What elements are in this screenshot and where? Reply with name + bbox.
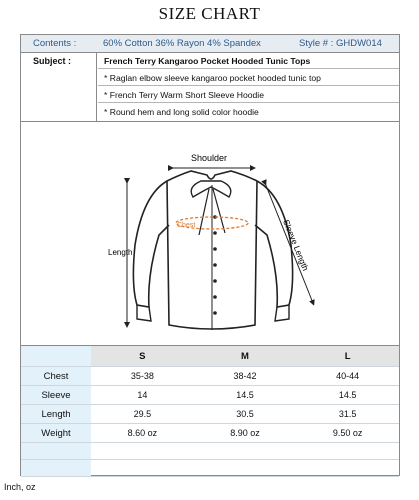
contents-value: 60% Cotton 36% Rayon 4% Spandex [103,38,261,49]
left-cuff [137,305,151,321]
table-cell: 14.5 [194,386,297,405]
table-row [21,424,399,443]
table-cell: 30.5 [194,405,297,424]
subject-line: * Raglan elbow sleeve kangaroo pocket hooded tunic top [98,70,399,86]
header-label-cell [21,346,91,367]
table-cell: 35-38 [91,367,194,386]
size-header: L [296,346,399,367]
subject-line: * Round hem and long solid color hoodie [104,107,259,117]
table-cell: 31.5 [296,405,399,424]
table-cell: 38-42 [194,367,297,386]
table-row [21,405,399,424]
length-label: Length [108,248,133,257]
chest-label: Chest [177,222,196,229]
divider [21,121,399,122]
left-sleeve [133,181,169,307]
table-cell: 8.90 oz [194,424,297,443]
table-row-empty [21,460,399,477]
right-sleeve [255,181,293,307]
table-cell: 29.5 [91,405,194,424]
table-cell: 14 [91,386,194,405]
style-number: Style # : GHDW014 [299,38,382,49]
subject-label: Subject : [21,53,97,70]
table-cell: 40-44 [296,367,399,386]
row-label: Sleeve [21,386,91,405]
subject-label-spacer [21,70,97,121]
table-row-empty [21,443,399,460]
neck-bow [191,181,231,197]
table-cell: 8.60 oz [91,424,194,443]
subject-line: * French Terry Warm Short Sleeve Hoodie [98,87,399,103]
table-cell: 9.50 oz [296,424,399,443]
units-note: Inch, oz [4,482,36,492]
sleeve-length-label: Sleeve Length [281,218,311,273]
subject-line: French Terry Kangaroo Pocket Hooded Tunic Tops [98,53,399,69]
size-header: M [194,346,297,367]
row-label: Chest [21,367,91,386]
garment-diagram [21,125,399,345]
row-label: Weight [21,424,91,443]
contents-label: Contents : [33,38,77,49]
size-header: S [91,346,194,367]
size-table [21,346,399,477]
right-cuff [275,305,289,321]
table-header-row [21,346,399,367]
page-title: SIZE CHART [158,4,261,23]
shirt-illustration [21,125,399,345]
table-cell: 14.5 [296,386,399,405]
contents-row [21,35,399,53]
size-chart-frame [20,34,400,476]
table-row [21,367,399,386]
row-label: Length [21,405,91,424]
table-row [21,386,399,405]
shoulder-label: Shoulder [191,153,228,163]
